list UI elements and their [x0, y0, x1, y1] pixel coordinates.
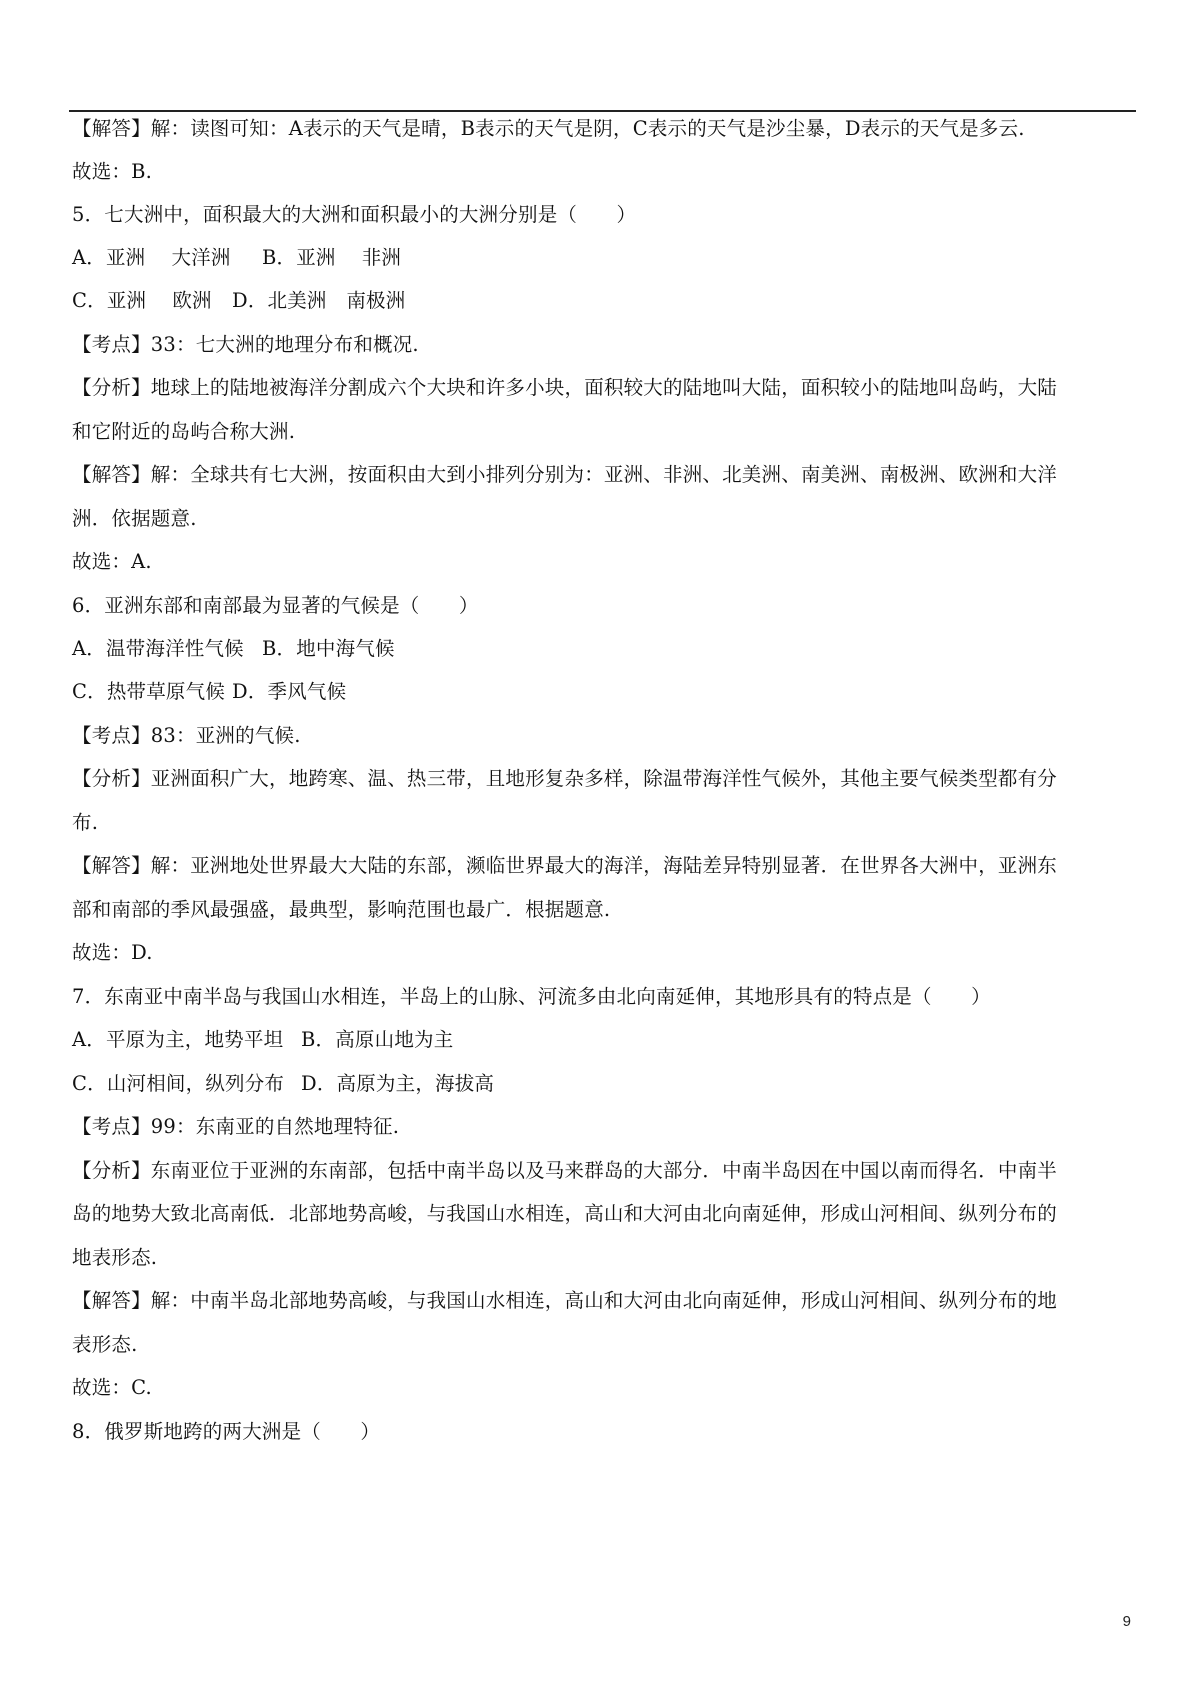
q5-answer-1: 【解答】解：全球共有七大洲，按面积由大到小排列分别为：亚洲、非洲、北美洲、南美洲、南极洲、欧洲和大洋: [72, 463, 1058, 486]
q5-options-row-2: [72, 289, 405, 313]
q6-option-d: D．季风气候: [232, 680, 347, 703]
q6-analysis-2: 布.: [72, 811, 99, 834]
q7-option-a: A．平原为主，地势平坦: [72, 1028, 284, 1051]
q6-question: 6．亚洲东部和南部最为显著的气候是（ ）: [72, 594, 479, 617]
q4-answer: 【解答】解：读图可知：A表示的天气是晴，B表示的天气是阴，C表示的天气是沙尘暴，D表示的天气是多云.: [72, 117, 1025, 140]
q6-options-row-2: [72, 680, 346, 704]
q6-option-b: B．地中海气候: [262, 637, 395, 660]
q7-question: 7．东南亚中南半岛与我国山水相连，半岛上的山脉、河流多由北向南延伸，其地形具有的特点是（ ）: [72, 985, 991, 1008]
q4-choice: 故选：B.: [72, 160, 153, 183]
q5-analysis-1: 【分析】地球上的陆地被海洋分割成六个大块和许多小块，面积较大的陆地叫大陆，面积较小的陆地叫岛屿，大陆: [72, 376, 1058, 399]
q5-option-c: C．亚洲 欧洲: [72, 289, 212, 312]
q7-choice: 故选：C.: [72, 1376, 152, 1399]
q5-option-a: A．亚洲 大洋洲: [72, 246, 231, 269]
q6-answer-1: 【解答】解：亚洲地处世界最大大陆的东部，濒临世界最大的海洋，海陆差异特别显著．在世界各大洲中，亚洲东: [72, 854, 1058, 877]
q6-point: 【考点】83：亚洲的气候.: [72, 724, 301, 747]
q7-options-row-1: [72, 1028, 453, 1052]
page-number: 9: [1122, 1613, 1131, 1630]
header-rule: [69, 110, 1136, 112]
q8-question: 8．俄罗斯地跨的两大洲是（ ）: [72, 1420, 381, 1443]
q6-options-row-1: [72, 637, 395, 661]
q7-option-b: B．高原山地为主: [301, 1028, 454, 1051]
q7-analysis-3: 地表形态.: [72, 1246, 158, 1269]
q6-choice: 故选：D.: [72, 941, 153, 964]
q5-answer-2: 洲．依据题意.: [72, 507, 197, 530]
q5-point: 【考点】33：七大洲的地理分布和概况.: [72, 333, 419, 356]
q5-choice: 故选：A.: [72, 550, 152, 573]
q7-answer-2: 表形态.: [72, 1333, 138, 1356]
q7-analysis-1: 【分析】东南亚位于亚洲的东南部，包括中南半岛以及马来群岛的大部分．中南半岛因在中国以南而得名．中南半: [72, 1159, 1058, 1182]
q5-option-d: D．北美洲 南极洲: [232, 289, 406, 312]
q7-option-d: D．高原为主，海拔高: [301, 1072, 495, 1095]
q6-option-c: C．热带草原气候: [72, 680, 226, 703]
q5-analysis-2: 和它附近的岛屿合称大洲.: [72, 420, 296, 443]
q5-options-row-1: [72, 246, 401, 270]
q5-option-b: B．亚洲 非洲: [262, 246, 402, 269]
q7-option-c: C．山河相间，纵列分布: [72, 1072, 285, 1095]
q7-analysis-2: 岛的地势大致北高南低．北部地势高峻，与我国山水相连，高山和大河由北向南延伸，形成山河相间、纵列分布的: [72, 1202, 1058, 1225]
q7-options-row-2: [72, 1072, 494, 1096]
q7-point: 【考点】99：东南亚的自然地理特征.: [72, 1115, 400, 1138]
q6-analysis-1: 【分析】亚洲面积广大，地跨寒、温、热三带，且地形复杂多样，除温带海洋性气候外，其他主要气候类型都有分: [72, 767, 1058, 790]
q6-answer-2: 部和南部的季风最强盛，最典型，影响范围也最广．根据题意.: [72, 898, 611, 921]
q7-answer-1: 【解答】解：中南半岛北部地势高峻，与我国山水相连，高山和大河由北向南延伸，形成山河相间、纵列分布的地: [72, 1289, 1058, 1312]
q6-option-a: A．温带海洋性气候: [72, 637, 244, 660]
q5-question: 5．七大洲中，面积最大的大洲和面积最小的大洲分别是（ ）: [72, 203, 637, 226]
